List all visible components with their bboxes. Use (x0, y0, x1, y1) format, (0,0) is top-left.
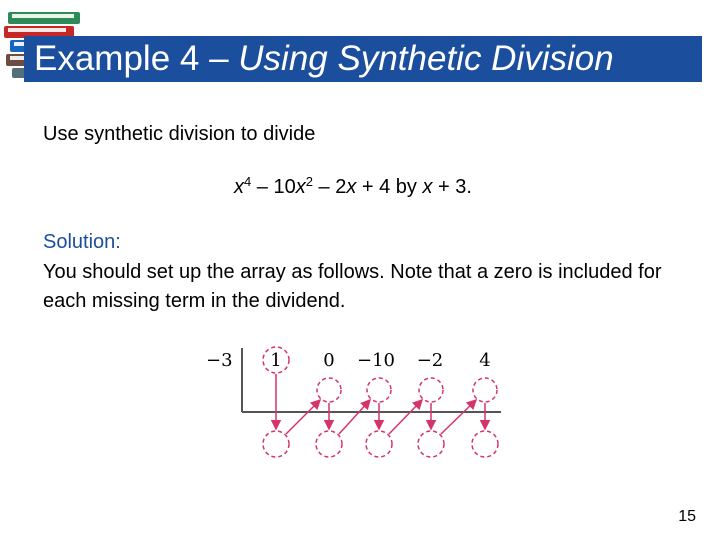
middle-circle-4 (419, 378, 443, 402)
multiply-arrow-1 (286, 400, 320, 434)
page-number: 15 (678, 508, 696, 525)
multiply-arrow-3 (389, 400, 422, 434)
intro-text: Use synthetic division to divide (43, 123, 316, 145)
multiply-arrow-4 (441, 400, 476, 434)
solution-text: You should set up the array as follows. Note that a zero is included for each missing term in the dividend. (43, 261, 662, 312)
coefficient-1: 1 (270, 350, 282, 371)
divisor-label: −3 (206, 350, 233, 371)
middle-circle-5 (473, 378, 497, 402)
result-circle-1 (263, 431, 289, 457)
result-circle-4 (418, 431, 444, 457)
result-circle-5 (472, 431, 498, 457)
coefficient-2: 0 (323, 350, 335, 371)
coefficient-5: 4 (479, 350, 491, 371)
result-circle-2 (316, 431, 342, 457)
polynomial-expression: $x^4 - 10x^2 - 2x + 4$ by x + 3. (234, 174, 472, 198)
title-italic: Using Synthetic Division (238, 39, 614, 78)
middle-circle-2 (317, 378, 341, 402)
slide-title (34, 37, 614, 81)
coefficient-4: −2 (416, 350, 444, 371)
solution-label: Solution: (43, 231, 121, 253)
title-prefix: Example 4 – (34, 39, 239, 78)
result-circle-3 (366, 431, 392, 457)
middle-circle-3 (367, 378, 391, 402)
coefficient-3: −10 (357, 350, 395, 371)
multiply-arrow-2 (339, 400, 370, 434)
synthetic-division-diagram (196, 340, 516, 470)
